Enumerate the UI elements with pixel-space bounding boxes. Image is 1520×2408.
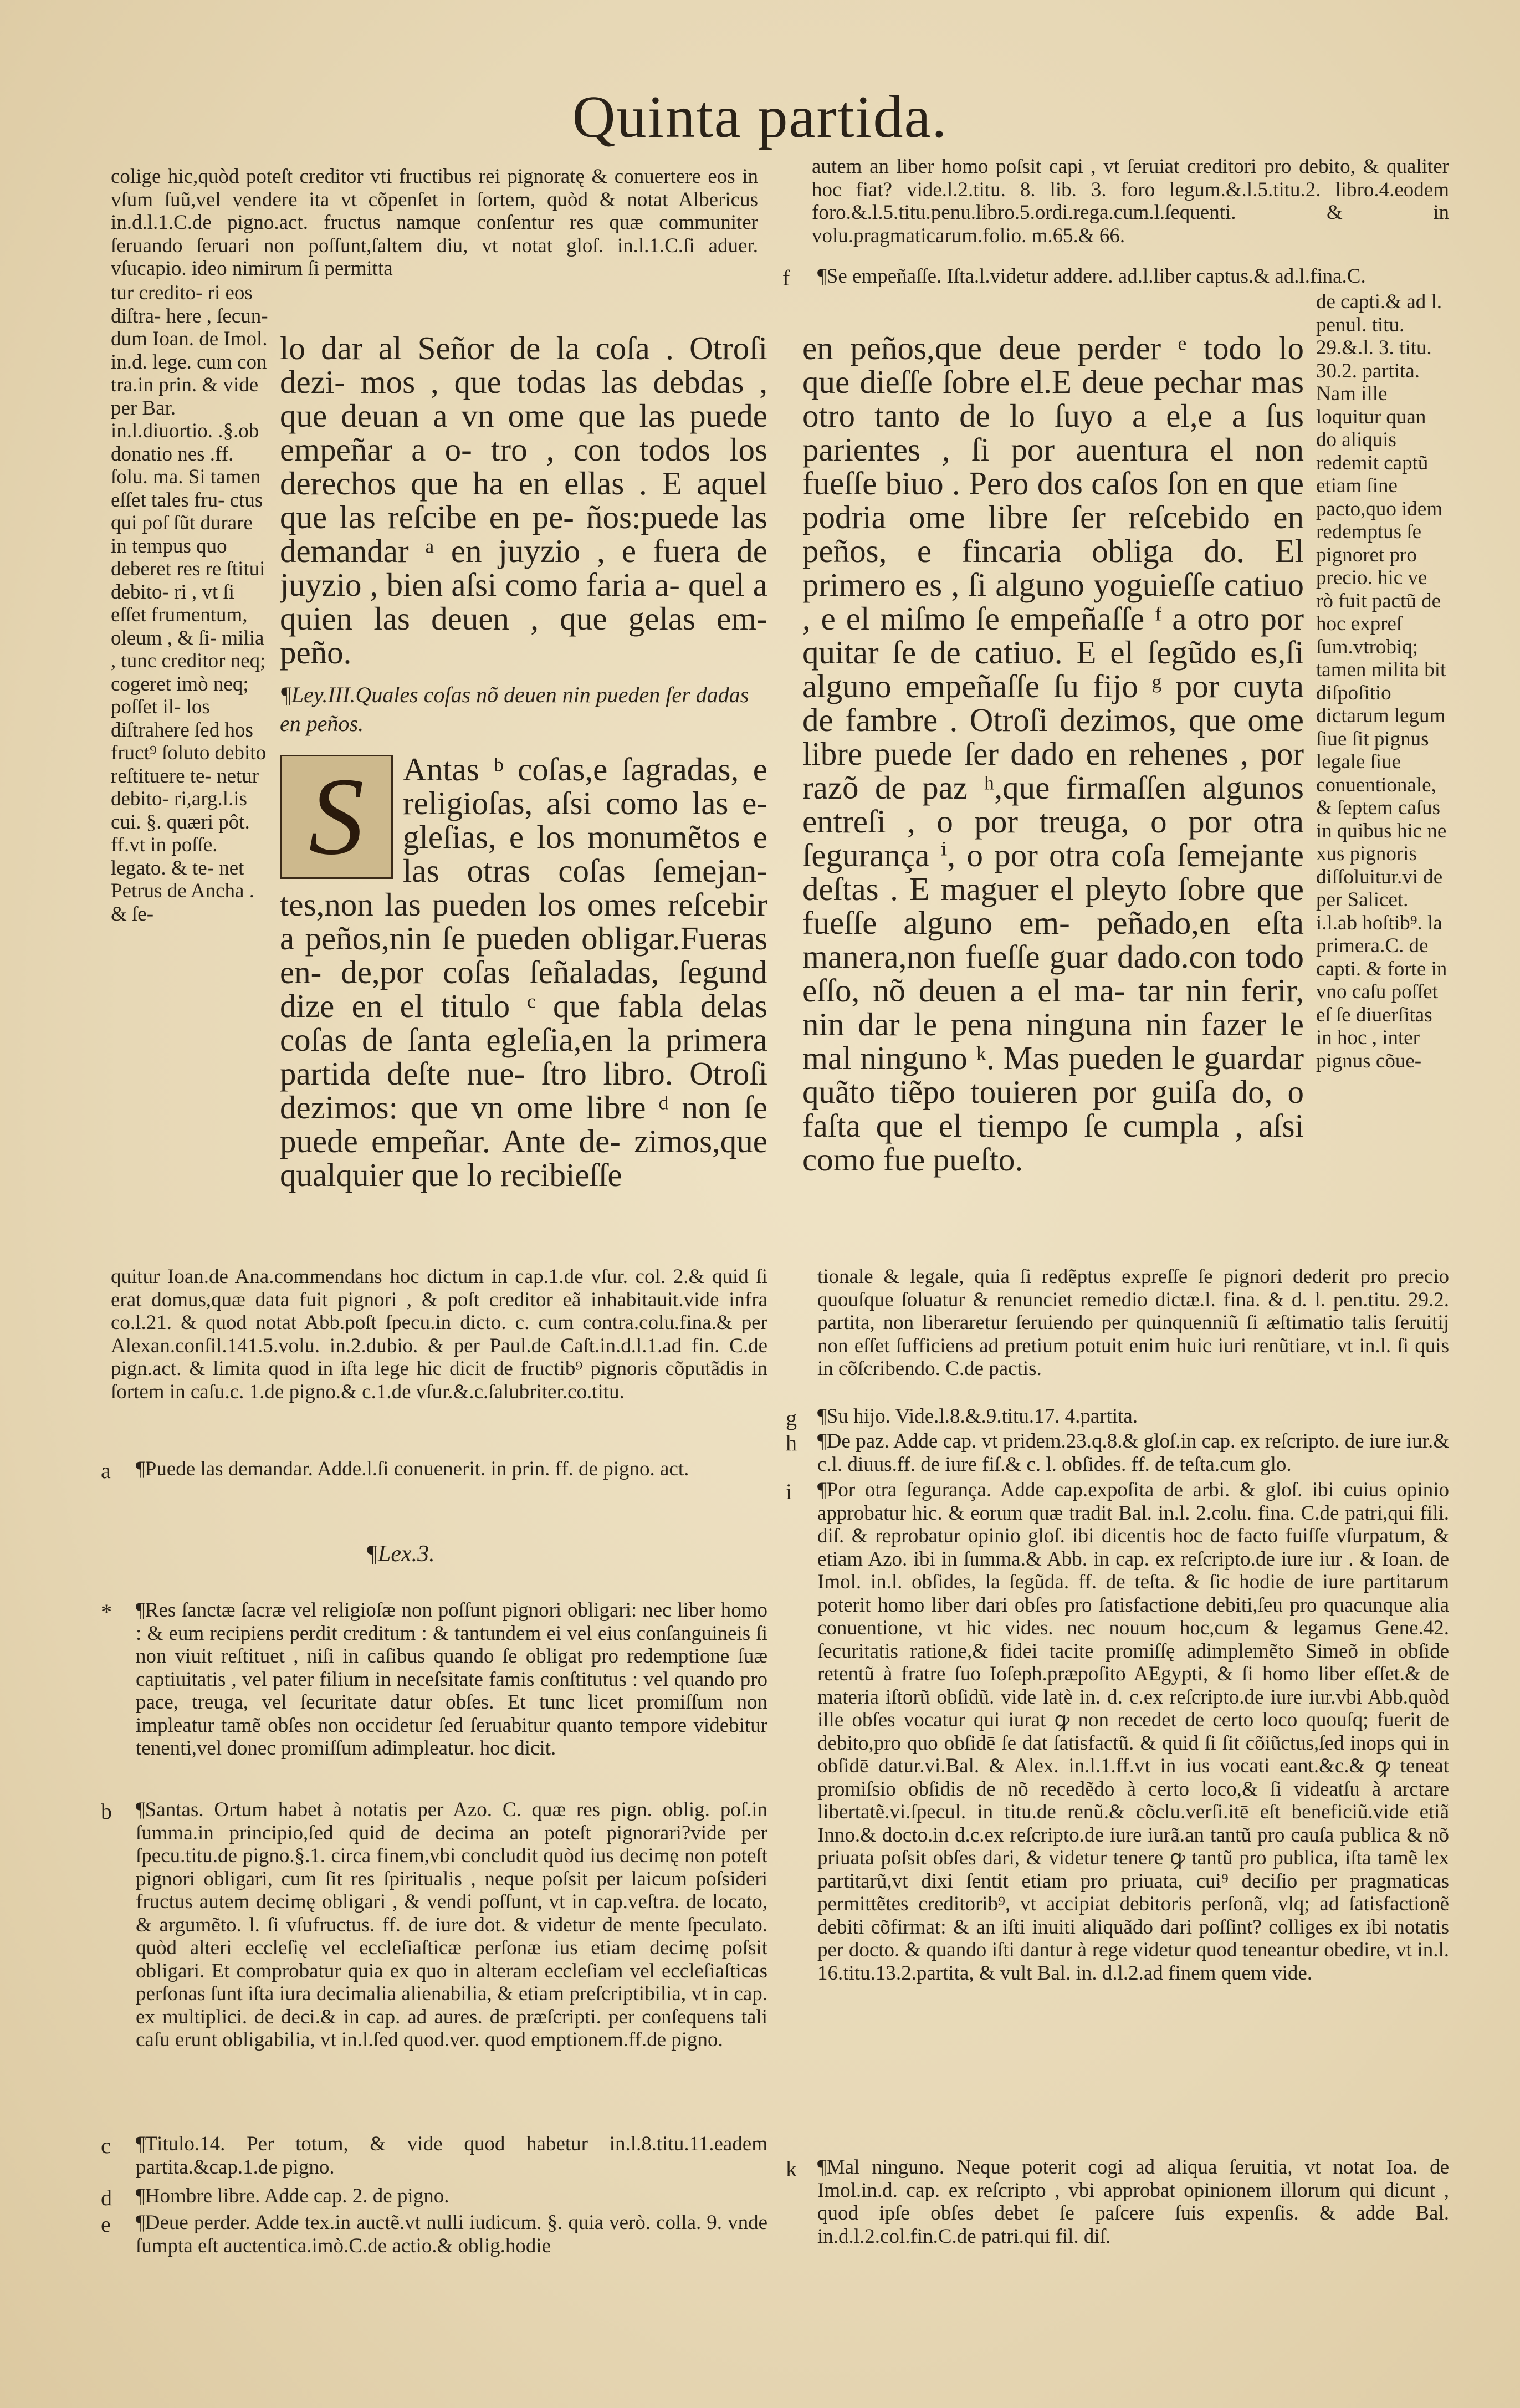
drop-cap: S	[280, 755, 393, 879]
left-top-gloss: colige hic,quòd poteſt creditor vti fructibus rei pignoratę & conuertere eos in vſum ſuũ,vel vendere ita vt cõpenſet in ſortem, quòd & notat Albericus in.d.l.1.C.de pigno.act. fructus namque conſentur res quæ communiter ſeruando ſeruari non poſſunt,ſaltem diu, vt notat gloſ. in.l.1.C.ſi aduer. vſucapio. ideo nimirum ſi permitta	[111, 165, 758, 280]
note-i: ¶Por otra ſegurança. Adde cap.expoſita de arbi. & gloſ. ibi cuius opinio approbatur hic. & eorum quæ tradit Bal. in.l. 2.colu. fina. C.de patri,qui fili. diſ. & reprobatur opinio gloſ. ibi dicentis hoc de facto fuiſſe vſurpatum, & etiam Azo. ibi in ſumma.& Abb. in cap. ex reſcripto.de iure iur . & Ioan. de Imol. in.l. obſides, la ſegũda. ff. de teſta. & ſic hodie de iure partitarum poterit homo liber dari obſes pro ſatisfactione debiti,ſeu pro quacunque alia conuentione, vt hic vides. nec nouum hoc,cum & legamus Gene.42. ſecuritatis ratione,& fidei tacite promiſſę adimplemẽto Simeõ in obſide retentũ à fratre ſuo Ioſeph.præpoſito AEgypti, & ſi homo liber eſſet.& de materia iſtorũ obſidũ. vide latè in. d. c.ex reſcripto.de iure iur.vbi Abb.quòd ille obſes vocatur qui iurat ꝙ non recedet de certo loco quouſq; fuerit de debito,pro quo obſidē ſe dat ſatisfactũ. & quid ſi ſit cõiũctus,ſed inops qui in obſidē datur.vi.Bal. & Alex. in.l.1.ff.vt in ius vocati eant.&c.& ꝙ teneat promiſsio obſidis de nõ recedẽdo à certo loco,& ſi videatſu à arctare libertatẽ.vi.ſpecul. in titu.de renũ.& cõclu.verſi.itē eſt beneficiũ.vide etiã Inno.& docto.in d.c.ex reſcripto.de iure iurã.an tantũ pro cauſa publica & nõ priuata poſsit obſes dari, & videtur tenere ꝙ tantũ pro publica, iſta tamẽ lex partitarũ,vt dixi ſentit etiam pro priuata, cui⁹ deciſio per pragmaticas permittẽtes creditorib⁹, vt accipiat debitoris perſonã, vlq; ad ſatisfactionẽ debiti cõfirmat: & an iſti inuiti aliquãdo dari poſſint? colliges ex ibi notatis per docto. & quando iſti dantur à rege videtur quod teneantur obedire, vt in.l. 16.titu.13.2.partita, & vult Bal. in. d.l.2.ad finem quem vide.	[817, 1479, 1449, 1985]
margin-letter: d	[101, 2185, 112, 2210]
note-d: ¶Hombre libre. Adde cap. 2. de pigno.	[136, 2185, 449, 2207]
right-narrow-gloss: de capti.& ad l. penul. titu. 29.&.l. 3. titu. 30.2. partita. Nam ille loquitur quan do aliquis redemit captũ etiam ſine pacto,quo idem redemptus ſe pignoret pro precio. hic ve rò fuit pactũ de hoc expreſ ſum.vtrobiq; tamen milita bit diſpoſitio dictarum legum ſiue ſit pignus legale ſiue conuentionale, & ſeptem caſus in quibus hic ne xus pignoris diſſoluitur.vi de per Salicet. i.l.ab hoſtib⁹. la primera.C. de capti. & forte in vno caſu poſſet eſ ſe diuerſitas in hoc , inter pignus cõue-	[1316, 290, 1447, 1072]
margin-letter: a	[101, 1458, 111, 1483]
body-text-right: en peños,que deue perder ᵉ todo lo que dieſſe ſobre el.E deue pechar mas otro tanto de lo ſuyo a el,e a ſus parientes , ſi por auentura el non fueſſe biuo . Pero dos caſos ſon en que podria ome libre ſer reſcebido en peños, e fincaria obliga do. El primero es , ſi alguno yoguieſſe catiuo , e el miſmo ſe empeñaſſe ᶠ a otro por quitar ſe de catiuo. E el ſegũdo es,ſi alguno empeñaſſe ſu fijo ᵍ por cuyta de fambre . Otroſi dezimos, que ome libre puede ſer dado en rehenes , por razõ de paz ʰ,que firmaſſen algunos entreſi , o por treuga, o por otra ſegurança ⁱ, o por otra coſa ſemejante deſtas . E maguer el pleyto ſobre que fueſſe alguno em- peñado,en eſta manera,non fueſſe guar dado.con todo eſſo, nõ deuen a el ma- tar nin ferir, nin dar le pena ninguna nin fazer le mal ninguno ᵏ. Mas pueden le guardar quãto tiẽpo touieren por guiſa do, o faſta que el tiempo ſe cumpla , aſsi como fue pueſto.	[802, 331, 1304, 1178]
margin-letter: g	[786, 1405, 797, 1430]
margin-letter: b	[101, 1799, 112, 1824]
note-g: ¶Su hijo. Vide.l.8.&.9.titu.17. 4.partita.	[817, 1405, 1138, 1428]
margin-letter: i	[786, 1479, 792, 1504]
body-text-left-2: S Antas ᵇ coſas,e ſagradas, e religioſas, aſsi como las e- gleſias, e los monumẽtos e las otras coſas ſemejan- tes,non las pueden los omes reſcebir a peños,nin ſe pueden obligar.Fueras en- de,por coſas ſeñaladas, ſegund dize en el titulo ᶜ que fabla delas coſas de ſanta egleſia,en la primera partida deſte nue- ſtro libro. Otroſi dezimos: que vn ome libre ᵈ non ſe puede empeñar. Ante de- zimos,que qualquier que lo recibieſſe	[280, 753, 767, 1193]
margin-letter: *	[101, 1599, 112, 1624]
note-h: ¶De paz. Adde cap. vt pridem.23.q.8.& gloſ.in cap. ex reſcripto. de iure iur.& c.l. diuus.ff. de iure fiſ.& c. l. obſides. ff. de teſta.cum glo.	[817, 1430, 1449, 1476]
note-star: ¶Res ſanctæ ſacræ vel religioſæ non poſſunt pignori obligari: nec liber homo : & eum recipiens perdit creditum : & tantundem ei vel eius conſanguineis ſi non viuit reſtituet , niſi in caſibus quando ſe obligat pro redemptione ſuæ captiuitatis , vel pater filium in neceſsitate famis conſtitutus : vel quando pro pace, treuga, vel ſecuritate datur obſes. Et tunc licet promiſſum non impleatur tamẽ obſes non occidetur ſed ſeruabitur quanto tempore videbitur tenenti,vel donec promiſſum adimpleatur. hoc dicit.	[136, 1599, 767, 1760]
margin-letter: k	[786, 2156, 797, 2181]
note-a: ¶Puede las demandar. Adde.l.ſi conuenerit. in prin. ff. de pigno. act.	[136, 1458, 689, 1480]
margin-letter: f	[782, 265, 790, 290]
note-c: ¶Titulo.14. Per totum, & vide quod habetur in.l.8.titu.11.eadem partita.&cap.1.de pigno.	[136, 2133, 767, 2179]
margin-letter: c	[101, 2133, 111, 2158]
note-e: ¶Deue perder. Adde tex.in auctẽ.vt nulli iudicum. §. quia verò. colla. 9. vnde ſumpta eſt auctentica.imò.C.de actio.& oblig.hodie	[136, 2211, 767, 2257]
right-continued-gloss: tionale & legale, quia ſi redẽptus expreſſe ſe pignori dederit pro precio quouſque ſoluatur & renunciet remedio dictæ.l. fina. & d. l. pen.titu. 29.2. partita, non liberaretur ſeruiendo per quinquenniũ ſi æſtimatio talis ſeruitij non eſſet ſufficiens ad pretium potuit enim huic iuri renũtiare, vt in.l. ſi quis in cõſcribendo. C.de pactis.	[817, 1265, 1449, 1380]
margin-letter: h	[786, 1430, 797, 1455]
page-title: Quinta partida.	[572, 84, 948, 150]
margin-letter: e	[101, 2212, 111, 2237]
note-f-heading: ¶Se empeñaſſe. Iſta.l.videtur addere. ad.l.liber captus.& ad.l.fina.C.	[817, 265, 1366, 288]
left-continued-gloss: quitur Ioan.de Ana.commendans hoc dictum in cap.1.de vſur. col. 2.& quid ſi erat domus,quæ data fuit pignori , & poſt creditor eã inhabitauit.vide infra co.l.21. & quod notat Abb.poſt ſpecu.in dicto. c. cum contra.colu.fina.& per Alexan.conſil.141.5.volu. in.2.dubio. & per Paul.de Caſt.in.d.l.1.ad fin. C.de pign.act. & limita quod in iſta lege hic dicit de fructib⁹ pignoris cõputãdis in ſortem in caſu.c. 1.de pigno.& c.1.de vſur.&.c.ſalubriter.co.titu.	[111, 1265, 767, 1403]
ley-title: ¶Ley.III.Quales coſas nõ deuen nin pueden ſer dadas en peños.	[280, 682, 749, 736]
left-narrow-gloss: tur credito- ri eos diſtra- here , ſecun- dum Ioan. de Imol. in.d. lege. cum con tra.in prin. & vide per Bar. in.l.diuortio. .§.ob donatio nes .ff. ſolu. ma. Si tamen eſſet tales fru- ctus qui poſ ſũt durare in tempus quo deberet res re ſtitui debito- ri , vt ſi eſſet frumentum, oleum , & ſi- milia , tunc creditor neq; cogeret imò neq; poſſet il- los diſtrahere ſed hos fruct⁹ ſoluto debito reſtituere te- netur debito- ri,arg.l.is cui. §. quæri pôt. ff.vt in poſſe. legato. & te- net Petrus de Ancha . & ſe-	[111, 282, 268, 926]
note-k: ¶Mal ninguno. Neque poterit cogi ad aliqua ſeruitia, vt notat Ioa. de Imol.in.d. cap. ex reſcripto , vbi approbat opinionem illorum qui dicunt , quod ipſe obſes debet ſe paſcere ſuis expenſis. & adde Bal. in.d.l.2.col.fin.C.de patri.qui fil. diſ.	[817, 2156, 1449, 2248]
body-text-left-1: lo dar al Señor de la coſa . Otroſi dezi- mos , que todas las debdas , que deuan a vn ome que las puede empeñar a o- tro , con todos los derechos que ha en ellas . E aquel que las reſcibe en pe- ños:puede las demandar ᵃ en juyzio , e fuera de juyzio , bien aſsi como faria a- quel a quien las deuen , que gelas em- peño.	[280, 331, 767, 671]
right-top-gloss: autem an liber homo poſsit capi , vt ſeruiat creditori pro debito, & qualiter hoc fiat? vide.l.2.titu. 8. lib. 3. foro legum.&.l.5.titu.2. libro.4.eodem foro.&.l.5.titu.penu.libro.5.ordi.rega.cum.l.ſequenti. & in volu.pragmaticarum.folio. m.65.& 66.	[812, 155, 1449, 247]
note-b: ¶Santas. Ortum habet à notatis per Azo. C. quæ res pign. oblig. poſ.in ſumma.in principio,ſed quid de decima an poteſt pignorari?vide per ſpecu.titu.de pigno.§.1. circa finem,vbi concludit quòd ius decimę non poteſt pignori obligari, cum ſit res ſpiritualis , neque poſsit per laicum poſsideri fructus autem decimę obligari , & vendi poſſunt, vt in cap.veſtra. de locato, & argumẽto. l. ſi vſufructus. ff. de iure dot. & videtur de mente ſpeculato. quòd alteri eccleſię vel eccleſiaſticæ perſonæ ius etiam decimę poſsit obligari. Et comprobatur quia ex quo in alteram eccleſiam vel eccleſiaſticas perſonas ſunt iſta iura decimalia alienabilia, & etiam preſcriptibilia, vt in cap. ex multiplici. de deci.& in cap. ad aures. de præſcripti. per conſequens tali caſu erunt obligabilia, vt in.l.ſed quod.ver. quod emptionem.ff.de pigno.	[136, 1798, 767, 2051]
lex-heading: ¶Lex.3.	[366, 1541, 435, 1567]
